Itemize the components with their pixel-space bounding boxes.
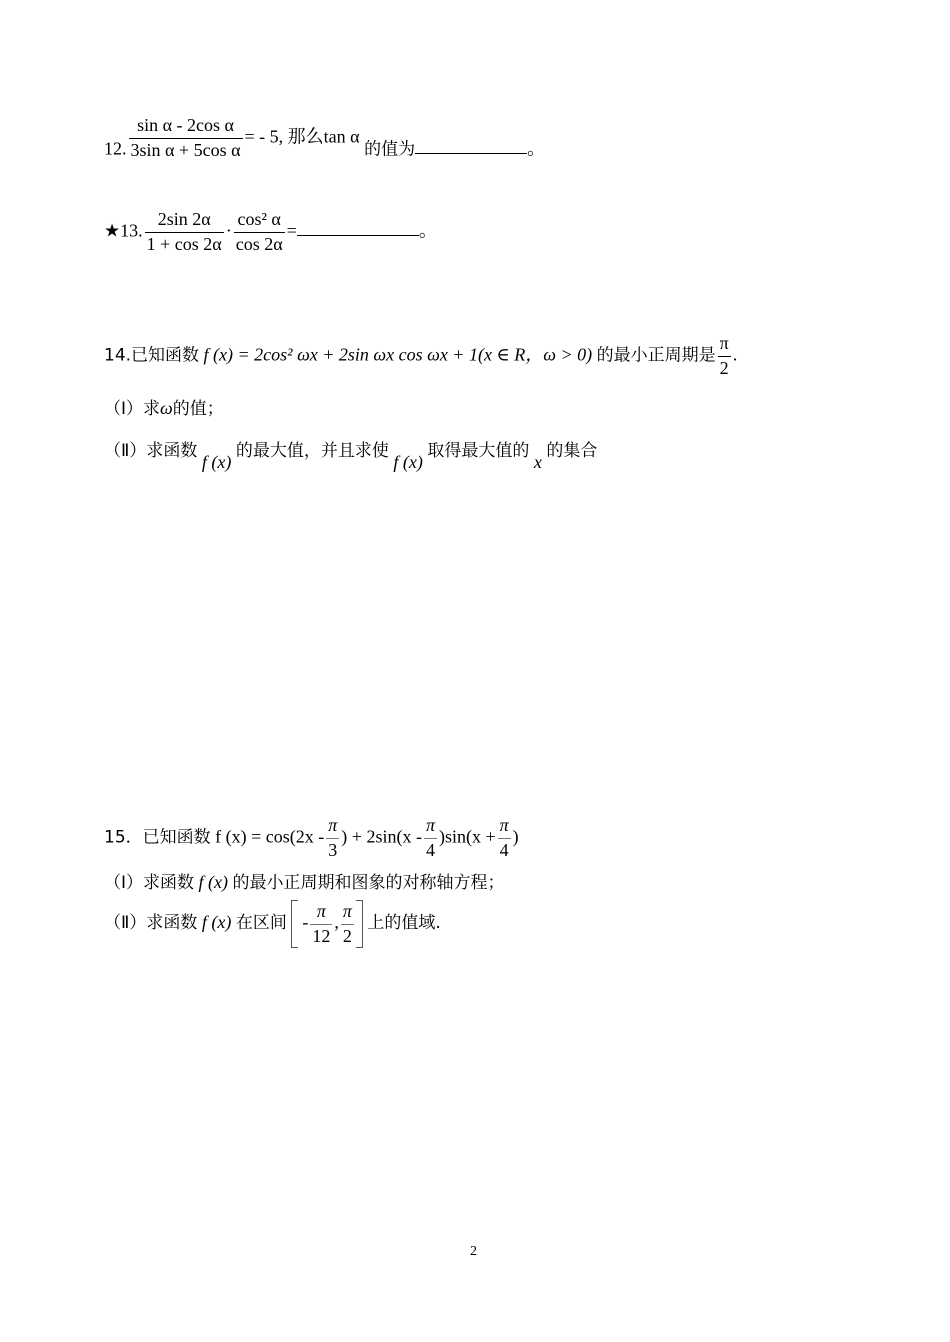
q13-star-icon: ★ [104,220,121,241]
q15-den-3: 3 [328,839,338,860]
q12-answer-blank[interactable] [415,153,527,154]
q14-p1-var: ω [160,398,173,418]
q12-end: 。 [527,138,546,159]
q12-denominator: 3sin α + 5cos α [130,139,241,160]
q14-p1-prefix: （Ⅰ）求 [104,399,161,419]
q12-number: 12. [104,138,127,159]
q15-pi-5: π [342,900,352,921]
q15-pi-2: π [425,815,435,835]
q15-formula-d: ) [512,826,519,847]
q15-p2-prefix: （Ⅱ）求函数 [104,913,198,934]
question-14-part-1 [104,394,224,419]
q15-formula-c: )sin(x + [438,826,496,847]
question-12 [104,116,545,161]
q15-interval-right-bracket [356,900,363,948]
question-13 [104,210,437,255]
q14-p2-prefix: （Ⅱ）求函数 [104,441,198,461]
question-14-part-2 [104,436,597,473]
q15-p1-fx: f (x) [198,872,228,892]
q13-end: 。 [418,220,437,241]
q15-p1-tail: 的最小正周期和图象的对称轴方程； [232,873,505,893]
q15-pi-3: π [499,815,509,835]
q12-equals: = - 5, 那么 [244,126,324,147]
q15-p2-fx: f (x) [201,912,232,933]
q14-period-fraction [718,334,731,379]
question-15-part-1 [104,868,505,893]
q13-equals: = [286,220,297,241]
q12-tail: 的值为 [364,139,416,160]
q14-p2-mid-2: 取得最大值的 [427,441,530,461]
q15-formula-b: ) + 2sin(x - [341,826,422,847]
q14-p1-tail: 的值； [172,399,224,419]
q12-fraction [129,116,243,161]
q13-f2-denominator: cos 2α [235,233,283,254]
q15-p2-tail: 上的值域. [367,913,441,934]
q14-p2-mid: 的最大值，并且求使 [235,441,389,461]
q12-tan: tan α [323,126,360,147]
q14-p2-fx-1: f (x) [201,452,232,472]
q15-fraction-pi-3 [326,816,339,861]
q14-tail: 的最小正周期是 [596,345,716,366]
q13-answer-blank[interactable] [297,235,419,236]
q15-stem: 15．已知函数 [104,827,211,848]
q13-f2-numerator: cos² α [237,209,281,229]
page-number: 2 [470,1244,477,1259]
q15-fraction-pi-4b [498,816,511,861]
q13-number: 13. [120,220,143,241]
q14-stem: 14.已知函数 [104,345,200,366]
q15-p2-mid: 在区间 [235,913,287,934]
q15-pi-1: π [328,815,338,835]
q13-fraction-1 [145,210,224,255]
q14-period-numerator: π [719,333,729,353]
q15-formula-a: f (x) = cos(2x - [215,826,325,847]
q14-period-denominator: 2 [719,357,729,378]
q15-interval-left-bracket [291,900,298,948]
q15-fraction-pi-2 [341,902,354,947]
q15-fraction-pi-12 [310,902,332,947]
q13-dot: · [225,220,232,241]
q12-numerator: sin α - 2cos α [137,115,234,135]
q15-pi-4: π [316,900,326,921]
question-15-part-2 [104,900,441,948]
q15-den-12: 12 [312,925,331,946]
q14-p2-x: x [533,452,542,472]
question-14-stem [104,334,737,379]
q15-p1-prefix: （Ⅰ）求函数 [104,873,195,893]
q15-minus: - [302,912,309,933]
q14-formula: f (x) = 2cos² ωx + 2sin ωx cos ωx + 1(x ∈ R，ω > 0) [203,344,593,365]
q15-fraction-pi-4a [424,816,437,861]
q14-p2-fx-2: f (x) [393,452,423,472]
q15-den-4b: 4 [499,839,509,860]
q15-comma: , [334,912,339,933]
q15-den-4a: 4 [425,839,435,860]
q14-p2-tail: 的集合 [546,441,598,461]
q15-den-2: 2 [342,925,352,946]
q14-period-end: . [732,344,738,365]
question-15-stem [104,816,519,861]
q13-f1-denominator: 1 + cos 2α [146,233,222,254]
q13-f1-numerator: 2sin 2α [157,209,211,229]
q13-fraction-2 [234,210,285,255]
